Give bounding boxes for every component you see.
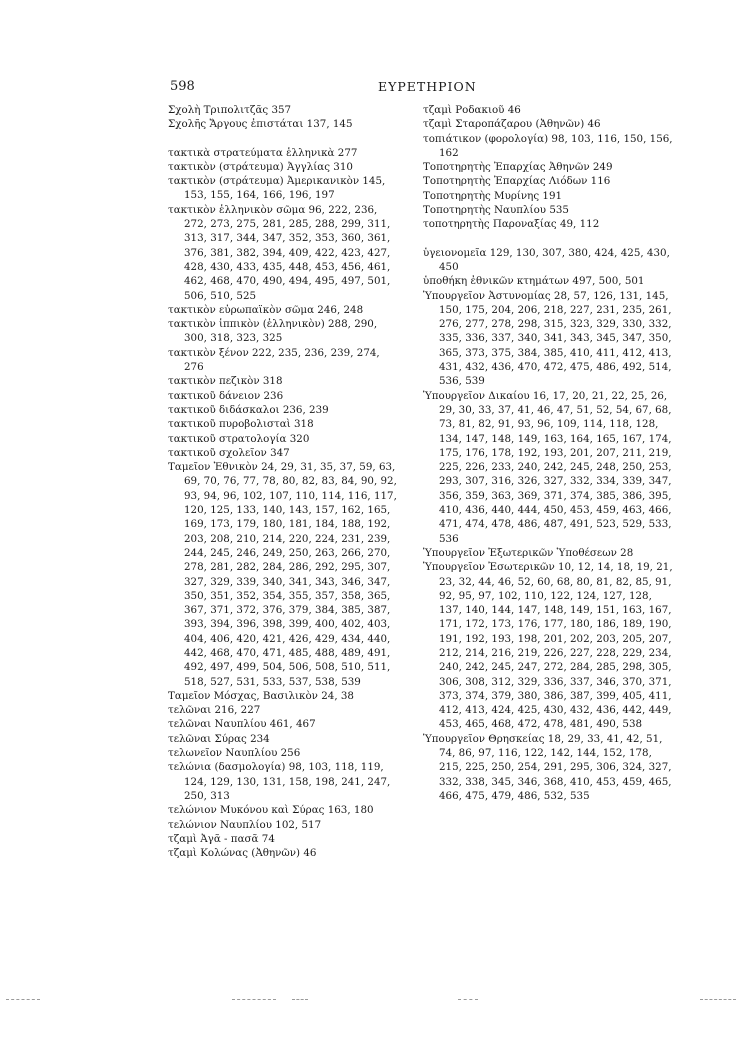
- index-entry: Ὑπουργεῖον Θρησκείας 18, 29, 33, 41, 42, 51, 74, 86, 97, 116, 122, 142, 144, 152, 178, 215, 225, 250, 254, 291, 295, 306, 324, 327, 332, 338, 345, 346, 368, 410, 453, 459, 465, 466, 475, 479, 486, 532, 535: [423, 732, 672, 802]
- index-entry: τακτικοῦ πυροβολισταὶ 318: [168, 418, 314, 431]
- index-entry: τακτικὸν (στράτευμα) Ἀγγλίας 310: [168, 160, 353, 173]
- index-entry: τελώνια (δασμολογία) 98, 103, 118, 119, 124, 129, 130, 131, 158, 198, 241, 247, 250, 313: [168, 761, 391, 802]
- index-entry: τελωνεῖον Ναυπλίου 256: [168, 747, 301, 760]
- index-entry: Τοποτηρητὴς Ἐπαρχίας Λιόδων 116: [423, 175, 611, 188]
- index-entry: τζαμὶ Ροδακιοῦ 46: [423, 104, 521, 116]
- index-column-left: [168, 103, 400, 860]
- page-number: 598: [170, 79, 195, 94]
- index-entry: τακτικοῦ δάνειον 236: [168, 389, 284, 402]
- section-gap: [168, 132, 400, 146]
- index-entry: τακτικὸν ξένον 222, 235, 236, 239, 274, 276: [168, 346, 380, 374]
- index-entry: τζαμὶ Ἀγᾶ - πασᾶ 74: [168, 832, 275, 845]
- index-entry: τελῶναι Σύρας 234: [168, 732, 270, 745]
- index-entry: Σχολῆς Ἄργους ἐπιστάται 137, 145: [168, 118, 353, 131]
- index-entry: τοποτηρητὴς Παροναξίας 49, 112: [423, 218, 600, 231]
- page-title: ΕΥΡΕΤΗΡΙΟΝ: [378, 79, 477, 94]
- index-entry: τακτικὸν (στράτευμα) Ἀμερικανικὸν 145, 153, 155, 164, 166, 196, 197: [168, 175, 386, 202]
- index-entry: Ταμεῖον Ἐθνικὸν 24, 29, 31, 35, 37, 59, 63, 69, 70, 76, 77, 78, 80, 82, 83, 84, 90, 92, 93, 94, 96, 102, 107, 110, 114, 116, 117, 120, 125, 133, 140, 143, 157, 162, 165, 169, 173, 179, 180, 181, 184, 188, 192, 203, 208, 210, 214, 220, 224, 231, 239, 244, 245, 246, 249, 250, 263, 266, 270, 278, 281, 282, 284, 286, 292, 295, 307, 327, 329, 339, 340, 341, 343, 346, 347, 350, 351, 352, 354, 355, 357, 358, 365, 367, 371, 372, 376, 379, 384, 385, 387, 393, 394, 396, 398, 399, 400, 402, 403, 404, 406, 420, 421, 426, 429, 434, 440, 442, 468, 470, 471, 485, 488, 489, 491, 492, 497, 499, 504, 506, 508, 510, 511, 518, 527, 531, 533, 537, 538, 539: [168, 461, 397, 688]
- index-entry: Ταμεῖον Μόσχας, Βασιλικὸν 24, 38: [168, 689, 354, 702]
- index-entry: Σχολὴ Τριπολιτζᾶς 357: [168, 104, 292, 116]
- index-entry: Ὑπουργεῖον Ἀστυνομίας 28, 57, 126, 131, 145, 150, 175, 204, 206, 218, 227, 231, 235, 261, 276, 277, 278, 298, 315, 323, 329, 330, 332, 335, 336, 337, 340, 341, 343, 345, 347, 350, 365, 373, 375, 384, 385, 410, 411, 412, 413, 431, 432, 436, 470, 472, 475, 486, 492, 514, 536, 539: [423, 289, 672, 388]
- index-column-right: [423, 103, 675, 803]
- index-entry: τακτικὸν ἱππικὸν (ἑλληνικὸν) 288, 290, 300, 318, 323, 325: [168, 318, 378, 345]
- index-entry: τακτικὸν ἑλληνικὸν σῶμα 96, 222, 236, 272, 273, 275, 281, 285, 288, 299, 311, 313, 317, 344, 347, 352, 353, 360, 361, 376, 381, 382, 394, 409, 422, 423, 427, 428, 430, 433, 435, 448, 453, 456, 461, 462, 468, 470, 490, 494, 495, 497, 501, 506, 510, 525: [168, 203, 391, 302]
- index-entry: τακτικοῦ στρατολογία 320: [168, 432, 310, 445]
- index-entry: τακτικὸν πεζικὸν 318: [168, 375, 283, 388]
- index-entry: Ὑπουργεῖον Ἐσωτερικῶν 10, 12, 14, 18, 19, 21, 23, 32, 44, 46, 52, 60, 68, 80, 81, 82, 85, 91, 92, 95, 97, 102, 110, 122, 124, 127, 128, 137, 140, 144, 147, 148, 149, 151, 163, 167, 171, 172, 173, 176, 177, 180, 186, 189, 190, 191, 192, 193, 198, 201, 202, 203, 205, 207, 212, 214, 216, 219, 226, 227, 228, 229, 234, 240, 242, 245, 247, 272, 284, 285, 298, 305, 306, 308, 312, 329, 336, 337, 346, 370, 371, 373, 374, 379, 380, 386, 387, 399, 405, 411, 412, 413, 424, 425, 430, 432, 436, 442, 449, 453, 465, 468, 472, 478, 481, 490, 538: [423, 561, 673, 731]
- index-entry: τελώνιον Μυκόνου καὶ Σύρας 163, 180: [168, 804, 374, 817]
- index-entry: Ὑπουργεῖον Ἐξωτερικῶν Ὑποθέσεων 28: [423, 546, 634, 559]
- index-entry: τακτικὸν εὐρωπαϊκὸν σῶμα 246, 248: [168, 303, 364, 316]
- index-entry: Ὑπουργεῖον Δικαίου 16, 17, 20, 21, 22, 25, 26, 29, 30, 33, 37, 41, 46, 47, 51, 52, 54, 67, 68, 73, 81, 82, 91, 93, 96, 109, 114, 118, 128, 134, 147, 148, 149, 163, 164, 165, 167, 174, 175, 176, 178, 192, 193, 201, 207, 211, 219, 225, 226, 233, 240, 242, 245, 248, 250, 253, 293, 307, 316, 326, 327, 332, 334, 339, 347, 356, 359, 363, 369, 371, 374, 385, 386, 395, 410, 436, 440, 444, 450, 453, 459, 463, 466, 471, 474, 478, 486, 487, 491, 523, 529, 533, 536: [423, 389, 672, 545]
- index-entry: τακτικὰ στρατεύματα ἑλληνικὰ 277: [168, 146, 358, 159]
- index-entry: τζαμὶ Κολώνας (Ἀθηνῶν) 46: [168, 847, 317, 860]
- index-entry: Τοποτηρητὴς Ναυπλίου 535: [423, 204, 569, 217]
- index-entry: τακτικοῦ σχολεῖον 347: [168, 446, 290, 459]
- index-entry: τελῶναι 216, 227: [168, 704, 261, 717]
- index-entry: τελώνιον Ναυπλίου 102, 517: [168, 818, 322, 831]
- index-entry: ὑποθήκη ἐθνικῶν κτημάτων 497, 500, 501: [423, 275, 645, 288]
- index-entry: Τοποτηρητὴς Ἐπαρχίας Ἀθηνῶν 249: [423, 161, 613, 174]
- index-entry: τοπιάτικον (φορολογία) 98, 103, 116, 150, 156, 162: [423, 132, 673, 159]
- index-entry: τζαμὶ Σταροπάζαρου (Ἀθηνῶν) 46: [423, 118, 601, 131]
- index-entry: τελῶναι Ναυπλίου 461, 467: [168, 718, 316, 731]
- index-entry: ὑγειονομεῖα 129, 130, 307, 380, 424, 425, 430, 450: [423, 246, 670, 273]
- scan-edge-marks: [0, 996, 744, 1004]
- index-entry: τακτικοῦ διδάσκαλοι 236, 239: [168, 403, 329, 416]
- index-entry: Τοποτηρητὴς Μυρίνης 191: [423, 189, 563, 202]
- section-gap: [423, 232, 675, 246]
